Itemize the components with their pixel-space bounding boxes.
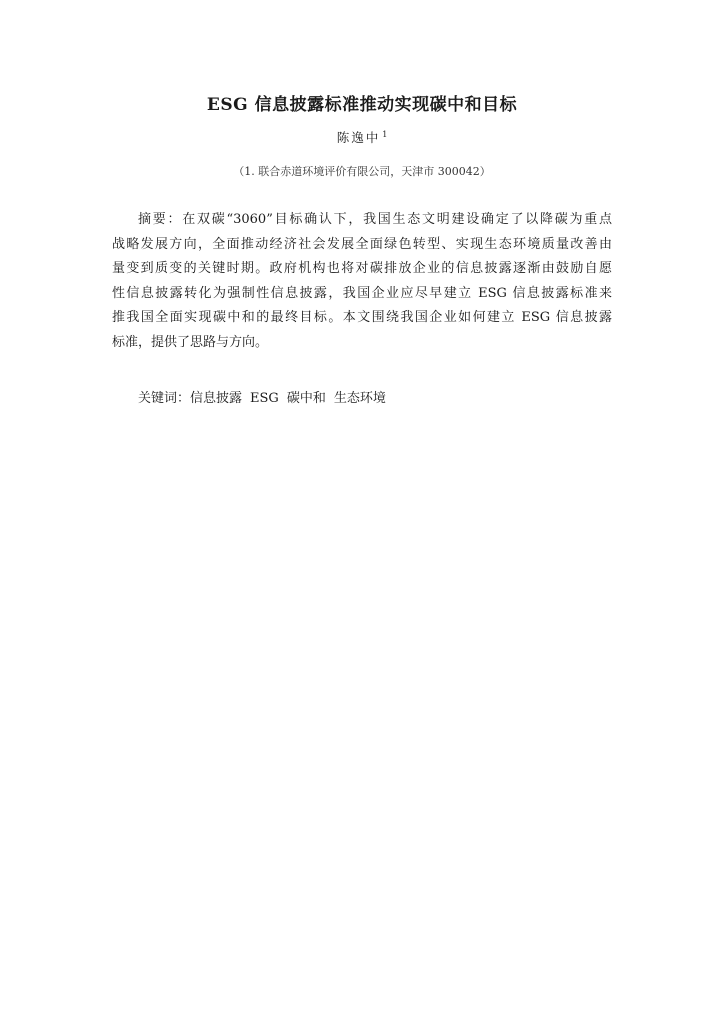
- abstract-line: 量变到质变的关键时期。政府机构也将对碳排放企业的信息披露逐渐由鼓励自愿: [112, 261, 612, 276]
- keyword: 生态环境: [333, 391, 386, 406]
- keyword: 碳中和: [286, 391, 326, 406]
- author-line: [0, 128, 724, 146]
- abstract-line: 战略发展方向，全面推动经济社会发展全面绿色转型、实现生态环境质量改善由: [112, 236, 612, 252]
- author-name: 陈逸中: [336, 130, 381, 145]
- abstract-line: 摘要：在双碳“3060”目标确认下，我国生态文明建设确定了以降碳为重点: [138, 212, 612, 227]
- affiliation: （1. 联合赤道环境评价有限公司，天津市 300042）: [233, 165, 491, 178]
- keywords-label: 关键词：: [138, 391, 191, 406]
- keywords-line: [138, 387, 394, 406]
- author-superscript: 1: [382, 129, 388, 139]
- abstract-line: 标准，提供了思路与方向。: [112, 334, 269, 350]
- abstract-line: 推我国全面实现碳中和的最终目标。本文围绕我国企业如何建立 ESG 信息披露: [112, 310, 612, 325]
- keyword: 信息披露: [190, 391, 243, 406]
- abstract: [112, 208, 612, 355]
- paper-title: ESG 信息披露标准推动实现碳中和目标: [206, 95, 518, 115]
- keyword: ESG: [250, 391, 279, 406]
- abstract-line: 性信息披露转化为强制性信息披露，我国企业应尽早建立 ESG 信息披露标准来: [112, 285, 612, 301]
